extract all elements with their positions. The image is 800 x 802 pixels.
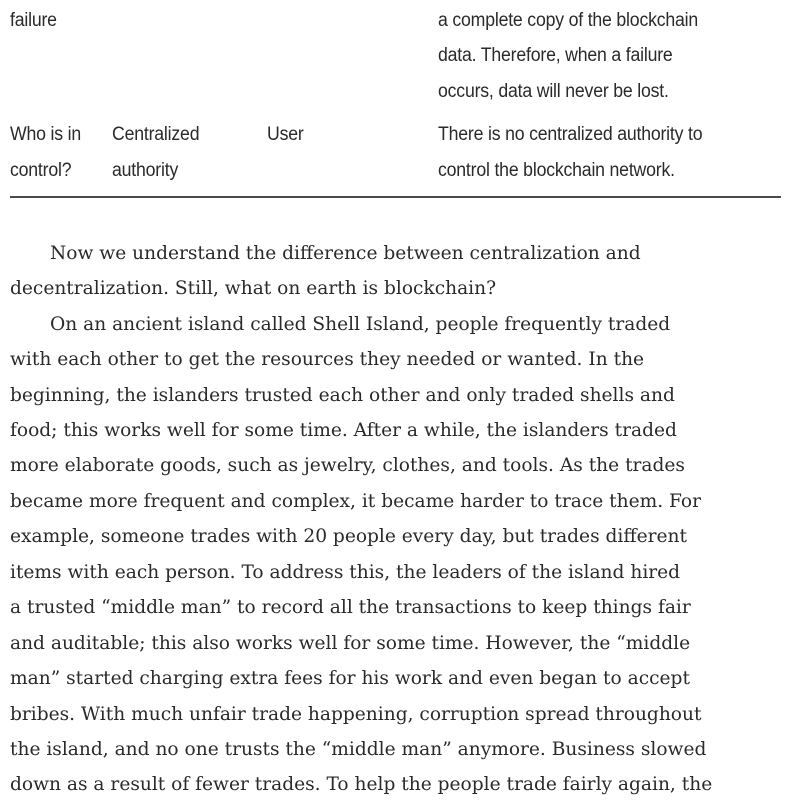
paragraph-line: down as a result of fewer trades. To help the people trade fairly again, the: [10, 774, 713, 795]
table-cell-text: occurs, data will never be lost.: [438, 81, 669, 102]
paragraph-line: man” started charging extra fees for his work and even began to accept: [10, 668, 690, 689]
paragraph-line: more elaborate goods, such as jewelry, clothes, and tools. As the trades: [10, 455, 685, 476]
paragraph-line: example, someone trades with 20 people every day, but trades different: [10, 526, 687, 547]
table-cell-label: [10, 10, 57, 32]
table-cell-centralized: [112, 124, 199, 146]
table-cell-text: Who is in: [10, 124, 81, 145]
table-cell-label: [10, 160, 71, 182]
paragraph-line: a trusted “middle man” to record all the transactions to keep things fair: [10, 597, 691, 618]
table-cell-text: authority: [112, 160, 179, 181]
table-bottom-rule: [10, 196, 781, 198]
paragraph-line: bribes. With much unfair trade happening, corruption spread throughout: [10, 704, 702, 725]
table-cell-text: data. Therefore, when a failure: [438, 45, 673, 66]
table-cell-description: [438, 45, 673, 67]
table-cell-description: [438, 160, 675, 182]
table-cell-text: control?: [10, 160, 72, 181]
table-cell-text: There is no centralized authority to: [438, 124, 703, 145]
table-cell-description: [438, 81, 669, 103]
table-cell-decentralized: [267, 124, 304, 146]
table-cell-description: [438, 124, 702, 146]
paragraph-line: items with each person. To address this, the leaders of the island hired: [10, 562, 681, 583]
paragraph-line: and auditable; this also works well for some time. However, the “middle: [10, 633, 691, 654]
table-cell-label: [10, 124, 81, 146]
paragraph-line: became more frequent and complex, it became harder to trace them. For: [10, 491, 702, 512]
paragraph-line: On an ancient island called Shell Island, people frequently traded: [50, 314, 671, 335]
paragraph-line: beginning, the islanders trusted each other and only traded shells and: [10, 385, 675, 406]
table-cell-text: a complete copy of the blockchain: [438, 10, 699, 31]
paragraph-line: decentralization. Still, what on earth is blockchain?: [10, 278, 497, 299]
table-cell-description: [438, 10, 698, 32]
paragraph-line: with each other to get the resources they needed or wanted. In the: [10, 349, 645, 370]
table-cell-text: Centralized: [112, 124, 200, 145]
table-cell-text: failure: [10, 10, 57, 31]
table-cell-text: control the blockchain network.: [438, 160, 675, 181]
paragraph-line: the island, and no one trusts the “middle man” anymore. Business slowed: [10, 739, 707, 760]
table-cell-text: User: [267, 124, 304, 145]
paragraph-line: Now we understand the difference between centralization and: [50, 243, 641, 264]
table-cell-centralized: [112, 160, 178, 182]
paragraph-line: food; this works well for some time. After a while, the islanders traded: [10, 420, 677, 441]
